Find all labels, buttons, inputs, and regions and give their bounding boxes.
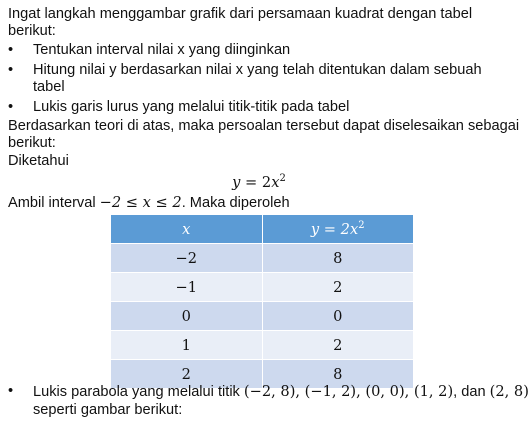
interval-suffix: . Maka diperoleh: [181, 195, 290, 211]
final-bullet-prefix: Lukis parabola yang melalui titik: [33, 384, 244, 400]
table-row: [111, 331, 414, 360]
intro-line-1: Ingat langkah menggambar grafik dari persamaan kuadrat dengan tabel: [8, 6, 473, 22]
cell-x: −1: [111, 273, 263, 302]
equation-var: x: [271, 174, 280, 191]
values-table: [110, 214, 414, 389]
final-bullet-last-point: (2, 8): [489, 383, 529, 400]
bullet-2-symbol: •: [8, 62, 14, 78]
cell-x: 2: [111, 360, 263, 389]
final-bullet-line-1: [33, 383, 529, 401]
equation-exp: 2: [279, 173, 286, 185]
cell-x: −2: [111, 244, 263, 273]
bullet-1-symbol: •: [8, 42, 14, 58]
interval-math: −2 ≤ x ≤ 2: [99, 194, 182, 211]
final-bullet-middle: , dan: [453, 384, 490, 400]
cell-y: 2: [262, 273, 414, 302]
table-row: [111, 302, 414, 331]
equation: [0, 174, 518, 192]
final-bullet-points: (−2, 8), (−1, 2), (0, 0), (1, 2): [243, 383, 454, 400]
header-y-base: y = 2x: [310, 220, 359, 238]
cell-x: 0: [111, 302, 263, 331]
bullet-3-text: Lukis garis lurus yang melalui titik-titik pada tabel: [33, 99, 350, 115]
equation-lhs: y: [232, 174, 241, 191]
intro-line-2: berikut:: [8, 23, 56, 39]
cell-y: 8: [262, 360, 414, 389]
interval-prefix: Ambil interval: [8, 195, 100, 211]
cell-y: 8: [262, 244, 414, 273]
bullet-2-text-line-1: Hitung nilai y berdasarkan nilai x yang telah ditentukan dalam sebuah: [33, 62, 482, 78]
header-x: x: [111, 215, 263, 244]
table-row: [111, 244, 414, 273]
given-label: Diketahui: [8, 153, 69, 169]
bullet-3-symbol: •: [8, 99, 14, 115]
bullet-1-text: Tentukan interval nilai x yang diinginkan: [33, 42, 291, 58]
header-y-exp: 2: [358, 219, 365, 231]
bullet-2-text-line-2: tabel: [33, 79, 65, 95]
theory-line-1: Berdasarkan teori di atas, maka persoalan tersebut dapat diselesaikan sebagai: [8, 118, 520, 134]
cell-y: 0: [262, 302, 414, 331]
table-header-row: [111, 215, 414, 244]
header-y: [262, 215, 414, 244]
cell-x: 1: [111, 331, 263, 360]
table-row: [111, 273, 414, 302]
theory-line-2: berikut:: [8, 135, 56, 151]
interval-line: [8, 194, 290, 212]
equation-eq: = 2: [240, 174, 272, 191]
cell-y: 2: [262, 331, 414, 360]
final-bullet-symbol: •: [8, 383, 14, 399]
final-bullet-line-2: seperti gambar berikut:: [33, 402, 183, 418]
